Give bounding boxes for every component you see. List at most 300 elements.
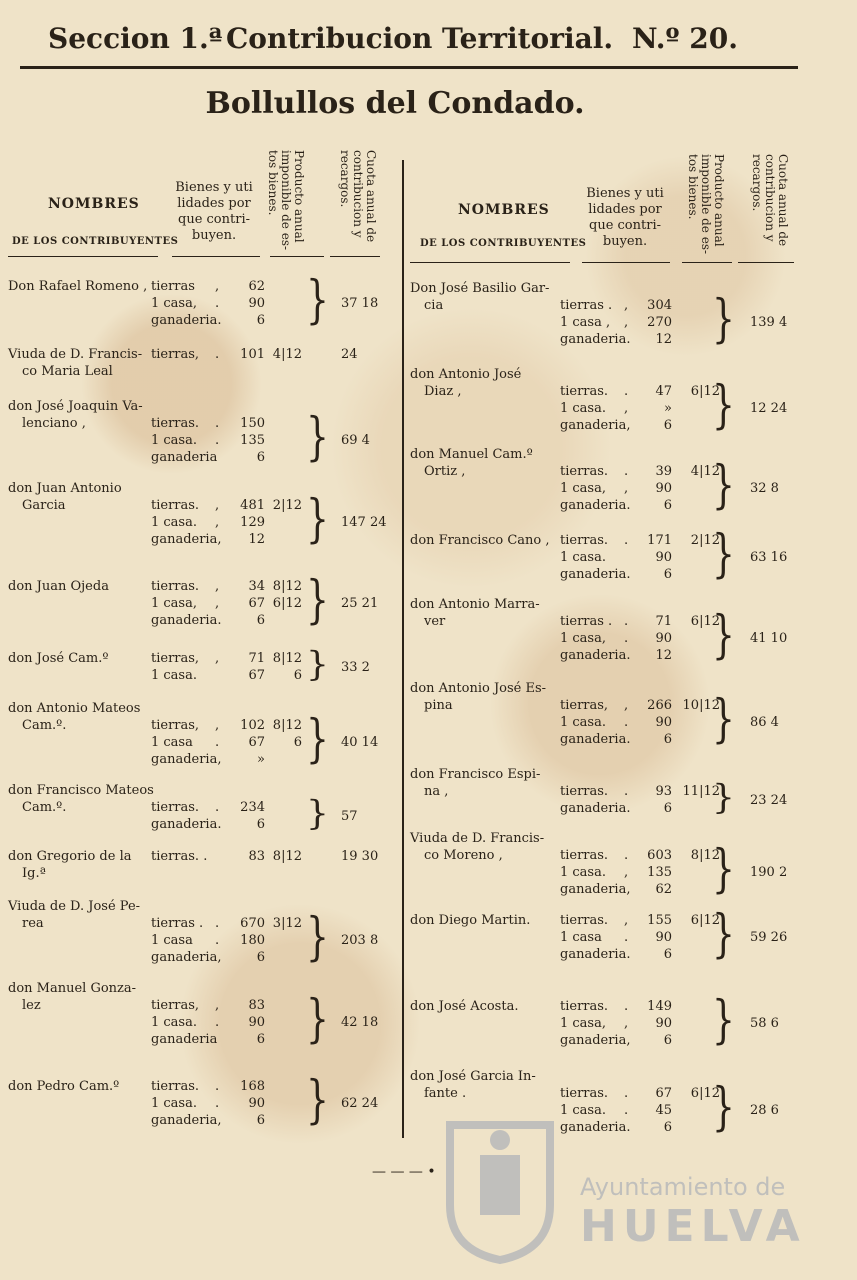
contribuyente-name — [8, 650, 108, 667]
bien-value: 90 — [248, 296, 265, 311]
bien-value: 45 — [655, 1103, 672, 1118]
bien-value: 6 — [663, 1120, 672, 1135]
cuota-value: 12 24 — [750, 401, 788, 416]
cuota-value: 25 21 — [341, 596, 379, 611]
bien-label: tierras. — [560, 464, 609, 479]
name-line: ver — [424, 614, 446, 629]
cuota-value: 19 30 — [341, 849, 379, 864]
bien-label: ganaderia. — [560, 648, 631, 663]
bien-value: 67 — [248, 735, 265, 750]
cuota-value: 37 18 — [341, 296, 379, 311]
bien-label: tierras . — [560, 298, 613, 313]
bien-separator: . — [215, 933, 220, 948]
bien-separator: , — [215, 279, 220, 294]
bien-value: 67 — [655, 1086, 672, 1101]
page-header — [48, 22, 758, 62]
bien-label: tierras. — [560, 848, 609, 863]
contribuyente-name — [410, 1068, 536, 1102]
name-line: don Diego Martin. — [410, 913, 531, 928]
contribuyente-entry — [8, 1071, 393, 1130]
bien-value: 6 — [663, 732, 672, 747]
bien-label: tierras. . — [151, 849, 208, 864]
cuota-value: 24 — [341, 347, 358, 362]
bienes-line: lidades por — [177, 196, 251, 211]
name-line: co Maria Leal — [22, 364, 113, 379]
bien-label: 1 casa. — [151, 515, 197, 530]
bien-value: 34 — [248, 579, 265, 594]
bien-value: 90 — [655, 481, 672, 496]
cuota-value: 147 24 — [341, 515, 387, 530]
bien-separator: . — [215, 1096, 220, 1111]
bien-separator: , — [215, 515, 220, 530]
name-line: Don Rafael Romeno , — [8, 279, 148, 294]
cuota-value: 63 16 — [750, 550, 788, 565]
bien-separator: . — [215, 433, 220, 448]
bien-value: 6 — [256, 1113, 265, 1128]
producto-value: 8|12 — [272, 651, 302, 666]
bien-separator: . — [215, 1015, 220, 1030]
brace-icon: } — [712, 840, 735, 899]
cuota-value: 62 24 — [341, 1096, 379, 1111]
producto-value: 2|12 — [690, 533, 720, 548]
cuota-value: 69 4 — [341, 433, 370, 448]
bienes-line: Bienes y uti — [175, 180, 253, 195]
cuota-value: 86 4 — [750, 715, 779, 730]
bien-label: tierras, — [151, 718, 200, 733]
bien-label: 1 casa, — [560, 1016, 606, 1031]
brace-icon: } — [306, 408, 329, 467]
name-line: don Gregorio de la — [8, 849, 132, 864]
header-underline — [582, 262, 670, 263]
bien-label: 1 casa, — [151, 596, 197, 611]
name-line: Diaz , — [424, 384, 462, 399]
bien-value: 47 — [655, 384, 672, 399]
contribuyente-name — [8, 782, 154, 816]
watermark-line1: Ayuntamiento de — [580, 1173, 786, 1201]
bien-label: ganaderia, — [560, 882, 631, 897]
bien-label: ganaderia, — [151, 532, 222, 547]
brace-icon: } — [712, 525, 735, 584]
bien-value: 39 — [655, 464, 672, 479]
contribuyente-entry — [410, 1068, 795, 1137]
name-line: lenciano , — [22, 416, 86, 431]
bien-label: tierras. — [151, 498, 200, 513]
header-underline — [8, 256, 158, 257]
contribuyente-entry — [410, 905, 795, 964]
bien-value: 6 — [663, 418, 672, 433]
bien-label: tierras. — [151, 416, 200, 431]
bien-label: 1 casa — [560, 930, 602, 945]
name-line: don Manuel Cam.º — [410, 447, 533, 462]
contribuyente-entry — [8, 898, 393, 967]
bien-separator: . — [215, 296, 220, 311]
bien-value: 62 — [655, 882, 672, 897]
producto-value: 6|12 — [690, 1086, 720, 1101]
bien-value: 90 — [655, 930, 672, 945]
left-column — [8, 150, 393, 1130]
contribuyente-name — [410, 830, 544, 864]
cuota-value: 42 18 — [341, 1015, 379, 1030]
bien-label: ganaderia — [151, 1032, 218, 1047]
producto-value: 2|12 — [272, 498, 302, 513]
producto-value: 6|12 — [690, 384, 720, 399]
contribuyente-entry — [410, 596, 795, 665]
bien-separator: . — [624, 384, 629, 399]
bien-value: 670 — [240, 916, 265, 931]
bien-value: 135 — [240, 433, 265, 448]
bien-value: 155 — [647, 913, 672, 928]
bien-label: 1 casa — [151, 735, 193, 750]
bien-separator: , — [624, 401, 629, 416]
column-divider — [402, 160, 404, 1138]
bien-label: tierras — [151, 279, 195, 294]
nombres-label: NOMBRES — [458, 202, 550, 218]
bien-label: 1 casa. — [151, 433, 197, 448]
name-line: cia — [424, 298, 444, 313]
bien-label: tierras. — [560, 784, 609, 799]
brace-icon: } — [712, 991, 735, 1050]
watermark-line2: HUELVA — [580, 1201, 806, 1252]
bien-separator: . — [215, 735, 220, 750]
bien-label: tierras, — [151, 347, 200, 362]
bien-value: 135 — [647, 865, 672, 880]
contribuyentes-label: DE LOS CONTRIBUYENTES — [12, 236, 179, 247]
name-line: Cam.º. — [22, 718, 67, 733]
name-line: don Pedro Cam.º — [8, 1079, 120, 1094]
brace-icon: } — [306, 490, 329, 549]
cuota-value: 190 2 — [750, 865, 788, 880]
bien-value: 180 — [240, 933, 265, 948]
bien-separator: . — [624, 715, 629, 730]
brace-icon: } — [712, 905, 735, 964]
producto-value: 6|12 — [690, 913, 720, 928]
cuota-value: 28 6 — [750, 1103, 779, 1118]
header-underline — [410, 262, 570, 263]
bien-value: 6 — [256, 313, 265, 328]
contribuyente-entry — [410, 830, 795, 899]
cuota-header: Cuota anual de contribucion y recargos. — [338, 150, 378, 243]
section-label: Seccion 1.ª — [48, 22, 223, 55]
bienes-line: que contri- — [178, 212, 250, 227]
header-rule — [20, 66, 798, 69]
contribuyente-name — [8, 848, 131, 882]
bien-separator: , — [624, 481, 629, 496]
contribuyente-entry — [8, 848, 393, 882]
cuota-value: 57 — [341, 808, 358, 824]
bien-label: ganaderia — [151, 450, 218, 465]
bien-value: 6 — [256, 1032, 265, 1047]
bien-label: ganaderia. — [151, 613, 222, 628]
contribuyente-entry — [410, 680, 795, 749]
bien-label: ganaderia. — [560, 732, 631, 747]
name-line: Garcia — [22, 498, 66, 513]
name-line: don Manuel Gonza- — [8, 981, 137, 996]
brace-icon: } — [712, 606, 735, 665]
bien-label: 1 casa , — [560, 315, 611, 330]
bien-value: 12 — [248, 532, 265, 547]
contribuyente-name — [410, 766, 540, 800]
bien-value: 304 — [647, 298, 672, 313]
bienes-line: buyen. — [191, 228, 237, 243]
producto-value: 6|12 — [272, 596, 302, 611]
contribuyente-entry — [410, 525, 795, 584]
producto-value: 4|12 — [690, 464, 720, 479]
bien-separator: . — [624, 1103, 629, 1118]
contribuyente-name — [8, 346, 142, 380]
contribuyente-name — [8, 700, 140, 734]
brace-icon: } — [712, 290, 735, 349]
bien-value: 129 — [240, 515, 265, 530]
brace-icon: } — [306, 645, 329, 684]
producto-value: 8|12 — [272, 849, 302, 864]
cuota-value: 23 24 — [750, 792, 788, 808]
bien-value: 101 — [240, 347, 265, 362]
bien-label: ganaderia. — [560, 801, 631, 816]
bien-value: 6 — [663, 947, 672, 962]
contribuyente-name — [410, 366, 521, 400]
header-underline — [270, 256, 324, 257]
bien-separator: , — [215, 998, 220, 1013]
bien-value: 270 — [647, 315, 672, 330]
bien-value: 90 — [655, 1016, 672, 1031]
bien-label: ganaderia. — [151, 313, 222, 328]
name-line: rea — [22, 916, 44, 931]
contribuyente-entry — [8, 645, 393, 684]
bien-label: ganaderia. — [151, 817, 222, 832]
name-line: don Francisco Cano , — [410, 533, 550, 548]
bien-separator: , — [215, 651, 220, 666]
bien-label: 1 casa. — [560, 715, 606, 730]
brace-icon: } — [712, 778, 735, 817]
bien-separator: . — [624, 999, 629, 1014]
bien-value: 6 — [663, 498, 672, 513]
bien-label: ganaderia. — [560, 1120, 631, 1135]
bien-separator: . — [215, 916, 220, 931]
bien-label: tierras. — [151, 800, 200, 815]
contribuyente-name — [8, 278, 147, 295]
name-line: don José Joaquin Va- — [8, 399, 143, 414]
contribuyente-entry — [8, 700, 393, 769]
name-line: don José Acosta. — [410, 999, 519, 1014]
producto-header: Producto anual imponible de es- tos bienes. — [266, 150, 306, 251]
bien-separator: , — [624, 1016, 629, 1031]
name-line: don Juan Antonio — [8, 481, 122, 496]
name-line: co Moreno , — [424, 848, 503, 863]
cuota-value: 59 26 — [750, 930, 788, 945]
bien-label: tierras. — [560, 913, 609, 928]
bien-label: 1 casa. — [151, 1015, 197, 1030]
bien-value: 90 — [655, 715, 672, 730]
contribuyente-entry — [410, 280, 795, 349]
bienes-header — [580, 186, 670, 250]
name-line: pina — [424, 698, 453, 713]
producto-value: 8|12 — [690, 848, 720, 863]
bien-value: 62 — [248, 279, 265, 294]
ayuntamiento-huelva-watermark — [440, 1115, 806, 1265]
cuota-value: 32 8 — [750, 481, 779, 496]
contribuyente-name — [8, 898, 140, 932]
bien-value: 83 — [248, 998, 265, 1013]
bien-separator: . — [215, 1079, 220, 1094]
brace-icon: } — [712, 456, 735, 515]
bien-label: tierras. — [560, 999, 609, 1014]
bien-label: 1 casa. — [560, 865, 606, 880]
name-line: lez — [22, 998, 41, 1013]
contribuyente-entry — [8, 271, 393, 330]
cuota-value: 33 2 — [341, 659, 370, 675]
bien-separator: . — [624, 930, 629, 945]
contribuyente-entry — [8, 571, 393, 630]
bien-label: tierras. — [151, 1079, 200, 1094]
contribuyente-name — [410, 596, 540, 630]
name-line: Ig.ª — [22, 866, 46, 881]
bien-separator: , — [215, 718, 220, 733]
cuota-value: 203 8 — [341, 933, 379, 948]
bien-value: 90 — [655, 550, 672, 565]
producto-value: 8|12 — [272, 718, 302, 733]
bien-separator: . — [624, 464, 629, 479]
bien-value: 6 — [256, 817, 265, 832]
bien-value: 266 — [647, 698, 672, 713]
bien-label: tierras, — [560, 698, 609, 713]
footer-ornament: — — — • — [372, 1164, 436, 1180]
bien-label: ganaderia. — [560, 947, 631, 962]
document-number: N.º 20. — [632, 22, 739, 55]
bien-value: 6 — [256, 613, 265, 628]
bien-separator: . — [215, 416, 220, 431]
right-column — [410, 150, 800, 1137]
bien-value: 71 — [248, 651, 265, 666]
bien-value: 6 — [663, 801, 672, 816]
name-line: don Antonio Marra- — [410, 597, 540, 612]
bien-value: 6 — [663, 1033, 672, 1048]
brace-icon: } — [306, 1071, 329, 1130]
cuota-header: Cuota anual de contribucion y recargos. — [750, 154, 790, 247]
bienes-line: que contri- — [589, 218, 661, 233]
contribuyente-entry — [410, 766, 795, 817]
brace-icon: } — [306, 571, 329, 630]
producto-header: Producto anual imponible de es- tos bienes. — [686, 154, 726, 255]
bien-label: ganaderia, — [151, 950, 222, 965]
bien-value: 102 — [240, 718, 265, 733]
bien-label: ganaderia. — [560, 332, 631, 347]
contribuyente-name — [410, 912, 530, 929]
name-line: Ortiz , — [424, 464, 466, 479]
bienes-header — [168, 180, 260, 244]
subject-label: Contribucion Territorial. — [226, 22, 614, 55]
bien-separator: . — [215, 800, 220, 815]
brace-icon: } — [306, 710, 329, 769]
page-title: Bollullos del Condado. — [205, 86, 585, 121]
brace-icon: } — [712, 690, 735, 749]
bien-separator: , — [624, 315, 629, 330]
bien-value: 90 — [655, 631, 672, 646]
bien-label: 1 casa. — [560, 550, 606, 565]
bien-value: 90 — [248, 1096, 265, 1111]
contribuyente-entry — [8, 980, 393, 1049]
bien-label: tierras, — [151, 998, 200, 1013]
bien-label: 1 casa. — [151, 668, 197, 683]
name-line: don José Garcia In- — [410, 1069, 536, 1084]
producto-value: 8|12 — [272, 579, 302, 594]
bien-value: 149 — [647, 999, 672, 1014]
bien-label: ganaderia, — [560, 1033, 631, 1048]
bien-value: 168 — [240, 1079, 265, 1094]
producto-value: 6 — [293, 668, 302, 683]
contribuyente-entry — [8, 782, 393, 833]
city-seal-icon — [440, 1115, 560, 1265]
producto-value: 6 — [293, 735, 302, 750]
contribuyente-entry — [8, 346, 393, 380]
bien-separator: , — [624, 913, 629, 928]
name-line: don Juan Ojeda — [8, 579, 109, 594]
bien-separator: , — [215, 596, 220, 611]
bien-separator: , — [624, 298, 629, 313]
header-underline — [682, 262, 732, 263]
contribuyente-name — [410, 680, 546, 714]
name-line: Viuda de D. José Pe- — [8, 899, 141, 914]
contribuyente-name — [8, 980, 136, 1014]
bien-label: ganaderia, — [151, 752, 222, 767]
bien-label: 1 casa, — [560, 631, 606, 646]
bien-label: ganaderia. — [560, 498, 631, 513]
bien-value: » — [257, 752, 265, 767]
name-line: don José Cam.º — [8, 651, 109, 666]
name-line: don Antonio José Es- — [410, 681, 547, 696]
contribuyente-name — [8, 1078, 119, 1095]
bien-value: 603 — [647, 848, 672, 863]
bien-value: 6 — [256, 450, 265, 465]
header-underline — [330, 256, 380, 257]
brace-icon: } — [712, 1078, 735, 1137]
bien-separator: . — [624, 784, 629, 799]
name-line: na , — [424, 784, 449, 799]
bien-value: 12 — [655, 332, 672, 347]
bien-value: » — [664, 401, 672, 416]
producto-value: 10|12 — [682, 698, 720, 713]
bien-separator: . — [624, 848, 629, 863]
bien-label: tierras. — [560, 1086, 609, 1101]
bien-value: 93 — [655, 784, 672, 799]
contribuyentes-label: DE LOS CONTRIBUYENTES — [420, 238, 587, 249]
bien-separator: . — [624, 614, 629, 629]
bien-separator: . — [624, 631, 629, 646]
name-line: Viuda de D. Francis- — [8, 347, 143, 362]
bienes-line: buyen. — [602, 234, 648, 249]
bien-value: 71 — [655, 614, 672, 629]
bien-label: 1 casa, — [151, 296, 197, 311]
bien-value: 234 — [240, 800, 265, 815]
bien-value: 150 — [240, 416, 265, 431]
name-line: Viuda de D. Francis- — [410, 831, 545, 846]
name-line: fante . — [424, 1086, 467, 1101]
bien-label: 1 casa, — [560, 481, 606, 496]
bienes-line: Bienes y uti — [586, 186, 664, 201]
bien-label: tierras. — [560, 533, 609, 548]
bien-separator: , — [215, 579, 220, 594]
bien-separator: , — [215, 498, 220, 513]
contribuyente-entry — [410, 991, 795, 1050]
cuota-value: 58 6 — [750, 1016, 779, 1031]
name-line: don Antonio Mateos — [8, 701, 141, 716]
contribuyente-name — [410, 998, 518, 1015]
bien-label: tierras. — [151, 579, 200, 594]
contribuyente-name — [410, 532, 550, 549]
bien-value: 90 — [248, 1015, 265, 1030]
producto-value: 4|12 — [272, 347, 302, 362]
bien-label: 1 casa — [151, 933, 193, 948]
contribuyente-name — [410, 280, 549, 314]
